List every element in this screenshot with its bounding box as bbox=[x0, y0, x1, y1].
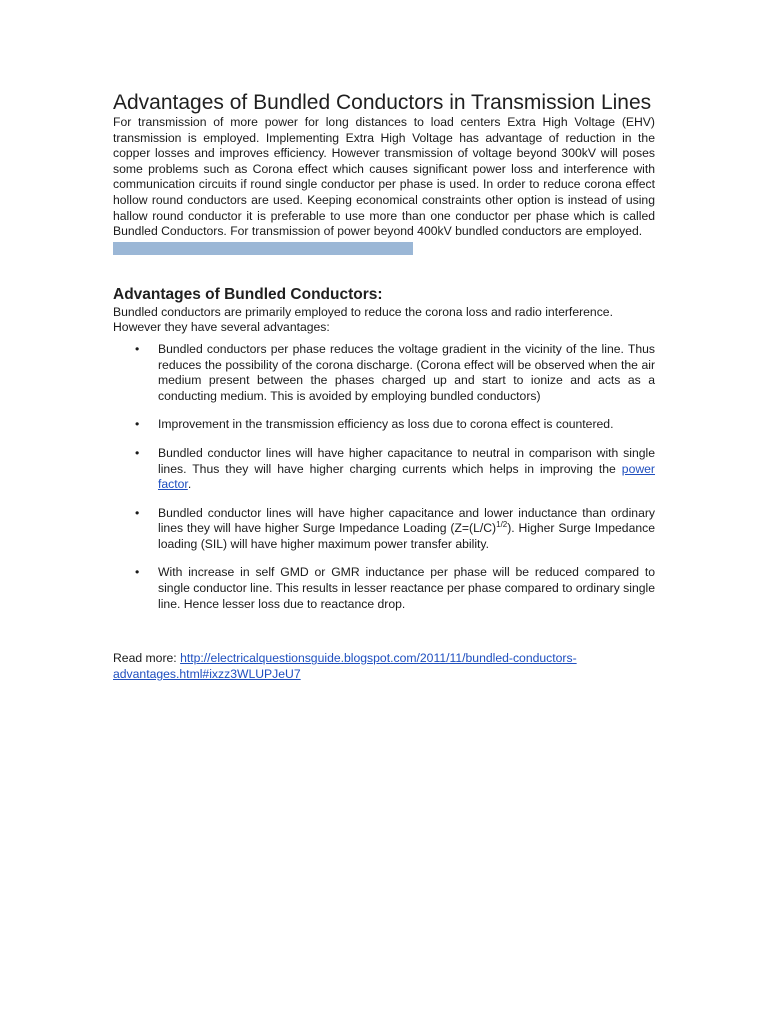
list-item bbox=[113, 506, 655, 553]
document-page bbox=[113, 92, 655, 682]
read-more bbox=[113, 651, 655, 682]
intro-paragraph: For transmission of more power for long distances to load centers Extra High Voltage (EHV) transmission is employed. Implementing Extra High Voltage has advantage of reduction in the copper losses and improves efficiency. However transmission of voltage beyond 300kV will poses some problems such as Corona effect which causes significant power loss and interference with communication circuits if round single conductor per phase is used. In order to reduce corona effect hollow round conductors are used. Keeping economical constraints other option is instead of using hallow round conductor it is preferable to use more than one conductor per phase which is called Bundled Conductors. For transmission of power beyond 400kV bundled conductors are employed. bbox=[113, 115, 655, 239]
list-item-text-end: ). Higher Surge Impedance loading (SIL) will have higher maximum power transfer ability. bbox=[158, 521, 656, 551]
list-item bbox=[113, 446, 655, 493]
list-item bbox=[113, 342, 655, 404]
document-title: Advantages of Bundled Conductors in Transmission Lines bbox=[113, 91, 652, 114]
list-item bbox=[113, 565, 655, 612]
list-item-text: With increase in self GMD or GMR inductance per phase will be reduced compared to single conductor line. This results in lesser reactance per phase compared to ordinary single line. Hence lesser loss due to reactance drop. bbox=[158, 565, 656, 611]
bullet-marker: • bbox=[135, 341, 140, 356]
list-item-text: Bundled conductors per phase reduces the voltage gradient in the vicinity of the line. Thus reduces the possibility of the corona discharge. (Corona effect will be observed when the air medium present between the phases charged up and start to ionize and acts as a conducting medium. This is avoided by employing bundled conductors) bbox=[158, 341, 655, 403]
read-more-label: Read more: bbox=[113, 651, 181, 666]
list-item-text: Bundled conductor lines will have higher capacitance to neutral in comparison with single lines. Thus they will have higher charging currents which helps in improving the bbox=[158, 445, 655, 476]
highlight-bar bbox=[113, 242, 413, 255]
bullet-marker: • bbox=[135, 565, 140, 580]
list-item bbox=[113, 417, 655, 433]
bullet-marker: • bbox=[135, 417, 140, 432]
advantages-list bbox=[113, 342, 655, 612]
power-factor-link[interactable]: power factor bbox=[158, 461, 655, 492]
superscript: 1/2 bbox=[496, 520, 508, 530]
section-heading: Advantages of Bundled Conductors: bbox=[113, 285, 383, 303]
read-more-link[interactable]: http://electricalquestionsguide.blogspot.com/2011/11/bundled-conductors-advantages.html#ixzz3WLUPJeU7 bbox=[113, 651, 577, 681]
list-item-text: Improvement in the transmission efficiency as loss due to corona effect is countered. bbox=[158, 417, 614, 432]
bullet-marker: • bbox=[135, 505, 140, 520]
bullet-marker: • bbox=[135, 445, 140, 460]
list-item-text: Bundled conductor lines will have higher capacitance and lower inductance than ordinary lines they will have higher Surge Impedance Loading (Z=(L/C) bbox=[158, 505, 655, 536]
list-item-text-end: . bbox=[187, 477, 192, 492]
section-intro: Bundled conductors are primarily employed to reduce the corona loss and radio interference. However they have several advantages: bbox=[113, 304, 613, 335]
